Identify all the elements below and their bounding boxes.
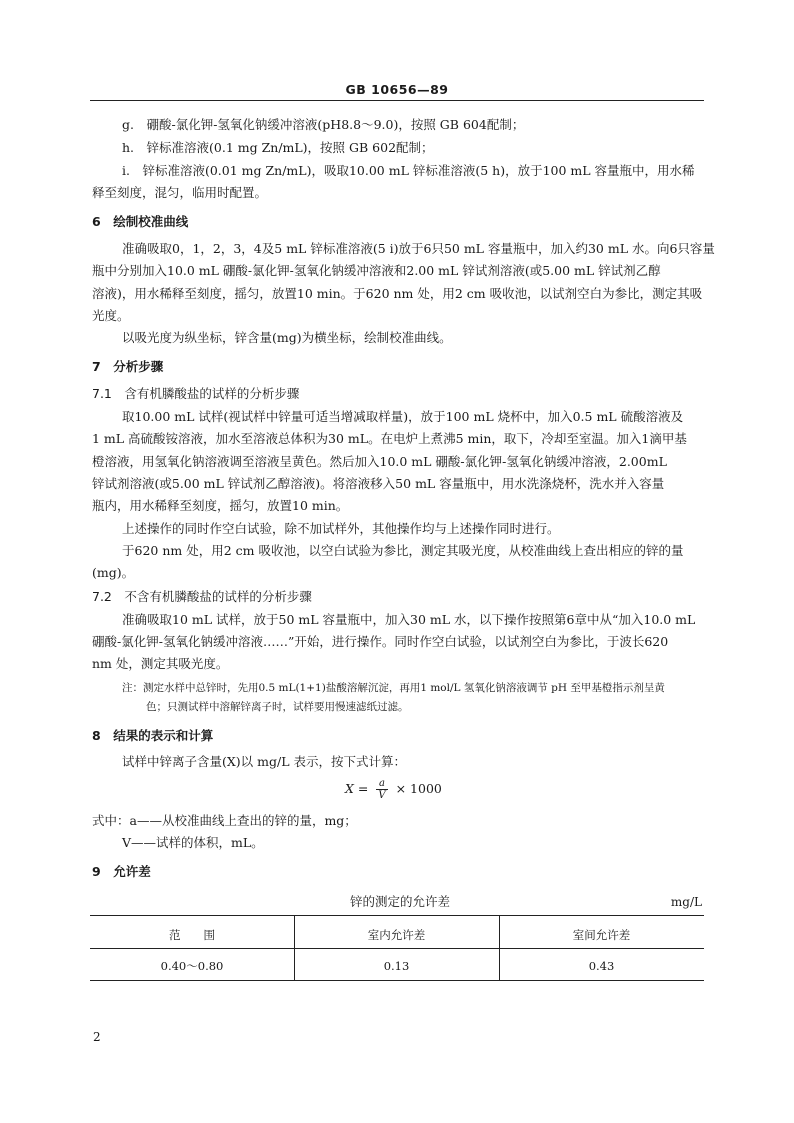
formula-fraction [376,778,387,801]
section-7-2-heading: 7.2 不含有机膦酸盐的试样的分析步骤 [92,589,312,604]
table-bottom-rule [90,980,704,981]
section-6-heading: 6 绘制校准曲线 [92,214,189,229]
table-header-between-lab: 室间允许差 [572,928,631,942]
section-7-1-p3-l1: 于620 nm 处，用2 cm 吸收池，以空白试验为参比，测定其吸光度，从校准曲线上查出相应的锌的量 [122,543,684,558]
section-6-p1-l2: 瓶中分别加入10.0 mL 硼酸-氯化钾-氢氧化钠缓冲溶液和2.00 mL 锌试剂溶液(或5.00 mL 锌试剂乙醇 [92,263,661,278]
section-6-p1-l1: 准确吸取0，1，2，3，4及5 mL 锌标准溶液(5 i)放于6只50 mL 容量瓶中，加入约30 mL 水。向6只容量 [122,241,715,256]
section-6-p1-l4: 光度。 [92,308,130,323]
note-l1: 注：测定水样中总锌时，先用0.5 mL(1+1)盐酸溶解沉淀，再用1 mol/L 氢氧化钠溶液调节 pH 至甲基橙指示剂呈黄 [122,682,665,694]
section-8-heading: 8 结果的表示和计算 [92,728,214,743]
item-i-cont: 释至刻度，混匀，临用时配置。 [92,185,268,200]
standard-code-header: GB 10656—89 [345,82,449,97]
formula-numerator: a [376,778,387,790]
section-7-1-p2: 上述操作的同时作空白试验，除不加试样外，其他操作均与上述操作同时进行。 [122,521,560,536]
formula-times: × [395,781,407,796]
formula-factor: 1000 [410,781,442,796]
section-7-1-p3-l2: (mg)。 [92,565,135,580]
section-8-intro: 试样中锌离子含量(X)以 mg/L 表示，按下式计算： [122,754,406,769]
table-cell-between-lab: 0.43 [588,959,615,973]
header-rule [90,100,704,101]
table-header-within-lab: 室内允许差 [367,928,426,942]
section-7-2-p1-l1: 准确吸取10 mL 试样，放于50 mL 容量瓶中，加入30 mL 水，以下操作按照第6章中从“加入10.0 mL [122,612,696,627]
section-7-2-p1-l3: nm 处，测定其吸光度。 [92,656,229,671]
section-7-heading: 7 分析步骤 [92,359,164,374]
section-7-2-p1-l2: 硼酸-氯化钾-氢氧化钠缓冲溶液……”开始，进行操作。同时作空白试验，以试剂空白为参比，于波长620 [92,634,669,649]
table-caption: 锌的测定的允许差 [349,894,450,909]
formula-equals: = [357,781,369,796]
section-7-1-p1-l3: 橙溶液，用氢氧化钠溶液调至溶液呈黄色。然后加入10.0 mL 硼酸-氯化钾-氢氧化钠缓冲溶液，2.00mL [92,454,667,469]
formula-where-v: V——试样的体积，mL。 [122,835,264,850]
section-7-1-p1-l4: 锌试剂溶液(或5.00 mL 锌试剂乙醇溶液)。将溶液移入50 mL 容量瓶中，用水洗涤烧杯，洗水并入容量 [92,476,665,491]
formula-denominator: V [378,790,386,801]
formula [345,778,442,804]
section-7-1-heading: 7.1 含有机膦酸盐的试样的分析步骤 [92,386,300,401]
table-cell-range: 0.40～0.80 [160,959,224,973]
page-number: 2 [93,1030,101,1044]
table-header-range: 范 围 [169,928,215,942]
section-6-p1-l3: 溶液)，用水稀释至刻度，摇匀，放置10 min。于620 nm 处，用2 cm 吸收池，以试剂空白为参比，测定其吸 [92,286,703,301]
formula-where-a: 式中：a——从校准曲线上查出的锌的量，mg； [92,813,357,828]
section-6-p2: 以吸光度为纵坐标，锌含量(mg)为横坐标，绘制校准曲线。 [122,330,452,345]
formula-lhs: X [345,781,354,796]
table-cell-within-lab: 0.13 [383,959,410,973]
section-9-heading: 9 允许差 [92,864,151,879]
item-g: g. 硼酸-氯化钾-氢氧化钠缓冲溶液(pH8.8～9.0)，按照 GB 604配制； [122,117,525,132]
item-i: i. 锌标准溶液(0.01 mg Zn/mL)，吸取10.00 mL 锌标准溶液(5 h)，放于100 mL 容量瓶中，用水稀 [122,163,695,178]
section-7-1-p1-l5: 瓶内，用水稀释至刻度，摇匀，放置10 min。 [92,498,349,513]
section-7-1-p1-l2: 1 mL 高硫酸铵溶液，加水至溶液总体积为30 mL。在电炉上煮沸5 min，取下，冷却至室温。加入1滴甲基 [92,431,687,446]
table-header-rule [90,948,704,949]
table-top-rule [90,915,704,916]
note-l2: 色；只测试样中溶解锌离子时，试样要用慢速滤纸过滤。 [146,701,409,713]
section-7-1-p1-l1: 取10.00 mL 试样(视试样中锌量可适当增减取样量)，放于100 mL 烧杯中，加入0.5 mL 硫酸溶液及 [122,409,684,424]
table-unit: mg/L [670,895,702,909]
item-h: h. 锌标准溶液(0.1 mg Zn/mL)，按照 GB 602配制； [122,140,434,155]
